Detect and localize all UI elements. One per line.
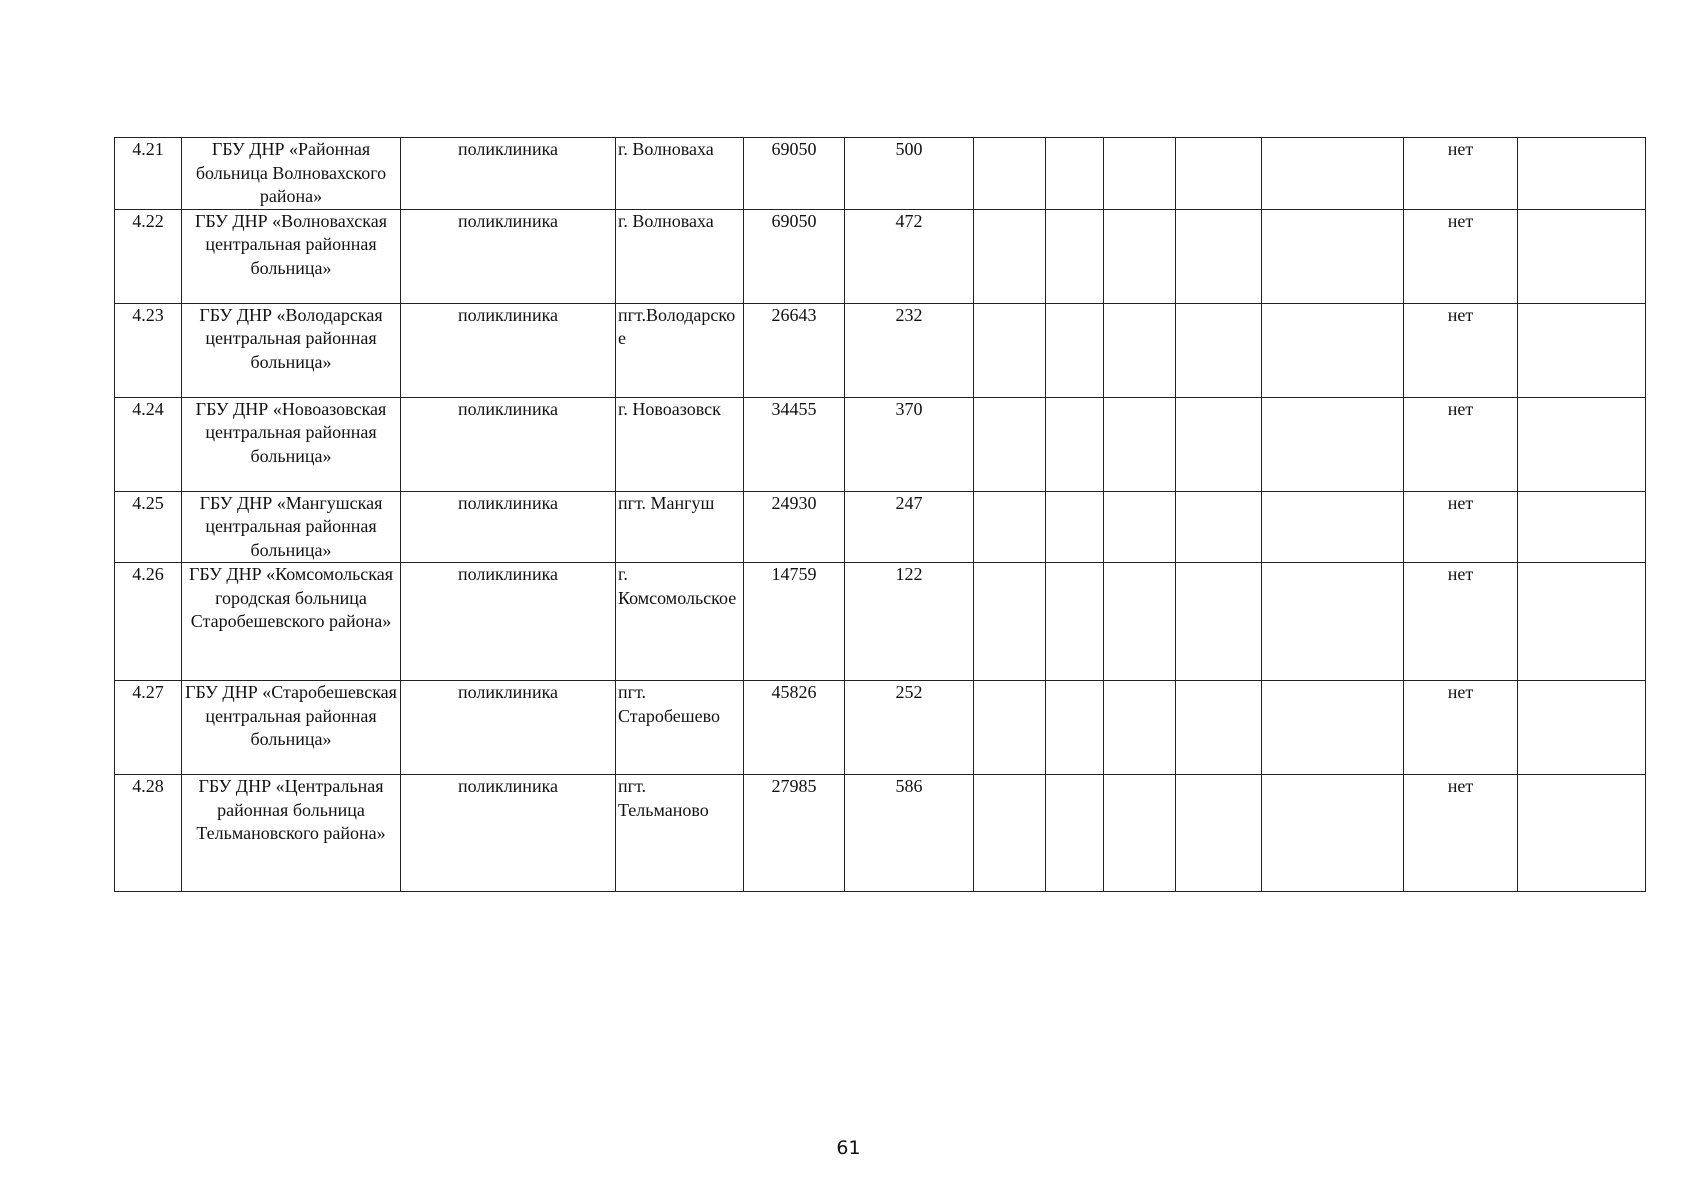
empty-cell bbox=[1104, 775, 1176, 892]
table-row bbox=[115, 303, 1646, 397]
table-row bbox=[115, 775, 1646, 892]
facility-type: поликлиника bbox=[401, 209, 616, 303]
row-number: 4.26 bbox=[115, 563, 182, 681]
population-value: 34455 bbox=[744, 397, 845, 491]
row-number: 4.21 bbox=[115, 138, 182, 210]
empty-cell bbox=[1518, 563, 1646, 681]
empty-cell bbox=[1046, 397, 1104, 491]
empty-cell bbox=[1046, 563, 1104, 681]
facility-type: поликлиника bbox=[401, 303, 616, 397]
count-value: 232 bbox=[845, 303, 974, 397]
facility-name: ГБУ ДНР «Волновахская центральная районная больница» bbox=[182, 209, 401, 303]
facility-name: ГБУ ДНР «Новоазовская центральная районная больница» bbox=[182, 397, 401, 491]
locality: г. Волноваха bbox=[616, 138, 744, 210]
population-value: 69050 bbox=[744, 138, 845, 210]
empty-cell bbox=[974, 303, 1046, 397]
population-value: 14759 bbox=[744, 563, 845, 681]
facility-name: ГБУ ДНР «Комсомольская городская больница Старобешевского района» bbox=[182, 563, 401, 681]
empty-cell bbox=[974, 397, 1046, 491]
empty-cell bbox=[1262, 563, 1404, 681]
locality: пгт. Старобешево bbox=[616, 681, 744, 775]
facility-type: поликлиника bbox=[401, 681, 616, 775]
flag-value: нет bbox=[1404, 209, 1518, 303]
empty-cell bbox=[1518, 491, 1646, 563]
table-row bbox=[115, 681, 1646, 775]
facility-type: поликлиника bbox=[401, 138, 616, 210]
flag-value: нет bbox=[1404, 303, 1518, 397]
flag-value: нет bbox=[1404, 397, 1518, 491]
empty-cell bbox=[1262, 303, 1404, 397]
empty-cell bbox=[974, 775, 1046, 892]
empty-cell bbox=[1262, 775, 1404, 892]
row-number: 4.25 bbox=[115, 491, 182, 563]
empty-cell bbox=[1176, 491, 1262, 563]
empty-cell bbox=[1518, 775, 1646, 892]
facility-name: ГБУ ДНР «Мангушская центральная районная больница» bbox=[182, 491, 401, 563]
locality: пгт. Мангуш bbox=[616, 491, 744, 563]
empty-cell bbox=[1046, 681, 1104, 775]
count-value: 247 bbox=[845, 491, 974, 563]
count-value: 370 bbox=[845, 397, 974, 491]
facility-type: поликлиника bbox=[401, 563, 616, 681]
flag-value: нет bbox=[1404, 138, 1518, 210]
row-number: 4.28 bbox=[115, 775, 182, 892]
table-row bbox=[115, 209, 1646, 303]
empty-cell bbox=[1104, 681, 1176, 775]
empty-cell bbox=[1518, 303, 1646, 397]
empty-cell bbox=[1262, 209, 1404, 303]
count-value: 122 bbox=[845, 563, 974, 681]
locality: г. Волноваха bbox=[616, 209, 744, 303]
row-number: 4.24 bbox=[115, 397, 182, 491]
empty-cell bbox=[1262, 397, 1404, 491]
empty-cell bbox=[1104, 397, 1176, 491]
facility-type: поликлиника bbox=[401, 397, 616, 491]
row-number: 4.22 bbox=[115, 209, 182, 303]
locality: г. Комсомольское bbox=[616, 563, 744, 681]
facility-name: ГБУ ДНР «Старобешевская центральная районная больница» bbox=[182, 681, 401, 775]
locality: г. Новоазовск bbox=[616, 397, 744, 491]
flag-value: нет bbox=[1404, 775, 1518, 892]
empty-cell bbox=[1176, 209, 1262, 303]
flag-value: нет bbox=[1404, 563, 1518, 681]
empty-cell bbox=[1104, 209, 1176, 303]
empty-cell bbox=[974, 563, 1046, 681]
empty-cell bbox=[1046, 138, 1104, 210]
empty-cell bbox=[1176, 563, 1262, 681]
empty-cell bbox=[1176, 303, 1262, 397]
population-value: 45826 bbox=[744, 681, 845, 775]
empty-cell bbox=[1104, 303, 1176, 397]
empty-cell bbox=[974, 138, 1046, 210]
flag-value: нет bbox=[1404, 681, 1518, 775]
empty-cell bbox=[1518, 397, 1646, 491]
empty-cell bbox=[1176, 138, 1262, 210]
empty-cell bbox=[1176, 775, 1262, 892]
page-number: 61 bbox=[836, 1137, 861, 1159]
table-row bbox=[115, 563, 1646, 681]
table-row bbox=[115, 491, 1646, 563]
facility-type: поликлиника bbox=[401, 775, 616, 892]
empty-cell bbox=[1046, 775, 1104, 892]
empty-cell bbox=[1518, 138, 1646, 210]
facility-type: поликлиника bbox=[401, 491, 616, 563]
empty-cell bbox=[1104, 491, 1176, 563]
empty-cell bbox=[1262, 681, 1404, 775]
empty-cell bbox=[1104, 138, 1176, 210]
flag-value: нет bbox=[1404, 491, 1518, 563]
count-value: 252 bbox=[845, 681, 974, 775]
count-value: 472 bbox=[845, 209, 974, 303]
empty-cell bbox=[1518, 209, 1646, 303]
population-value: 26643 bbox=[744, 303, 845, 397]
empty-cell bbox=[1104, 563, 1176, 681]
empty-cell bbox=[1262, 491, 1404, 563]
population-value: 69050 bbox=[744, 209, 845, 303]
facility-name: ГБУ ДНР «Володарская центральная районная больница» bbox=[182, 303, 401, 397]
empty-cell bbox=[974, 491, 1046, 563]
empty-cell bbox=[974, 681, 1046, 775]
empty-cell bbox=[974, 209, 1046, 303]
table-row bbox=[115, 138, 1646, 210]
row-number: 4.27 bbox=[115, 681, 182, 775]
count-value: 586 bbox=[845, 775, 974, 892]
table-row bbox=[115, 397, 1646, 491]
empty-cell bbox=[1176, 397, 1262, 491]
empty-cell bbox=[1176, 681, 1262, 775]
facility-name: ГБУ ДНР «Центральная районная больница Тельмановского района» bbox=[182, 775, 401, 892]
empty-cell bbox=[1046, 491, 1104, 563]
row-number: 4.23 bbox=[115, 303, 182, 397]
empty-cell bbox=[1518, 681, 1646, 775]
facilities-table bbox=[114, 137, 1646, 892]
locality: пгт. Тельманово bbox=[616, 775, 744, 892]
population-value: 27985 bbox=[744, 775, 845, 892]
count-value: 500 bbox=[845, 138, 974, 210]
empty-cell bbox=[1046, 209, 1104, 303]
empty-cell bbox=[1262, 138, 1404, 210]
facility-name: ГБУ ДНР «Районная больница Волновахского района» bbox=[182, 138, 401, 210]
locality: пгт.Володарское bbox=[616, 303, 744, 397]
empty-cell bbox=[1046, 303, 1104, 397]
population-value: 24930 bbox=[744, 491, 845, 563]
